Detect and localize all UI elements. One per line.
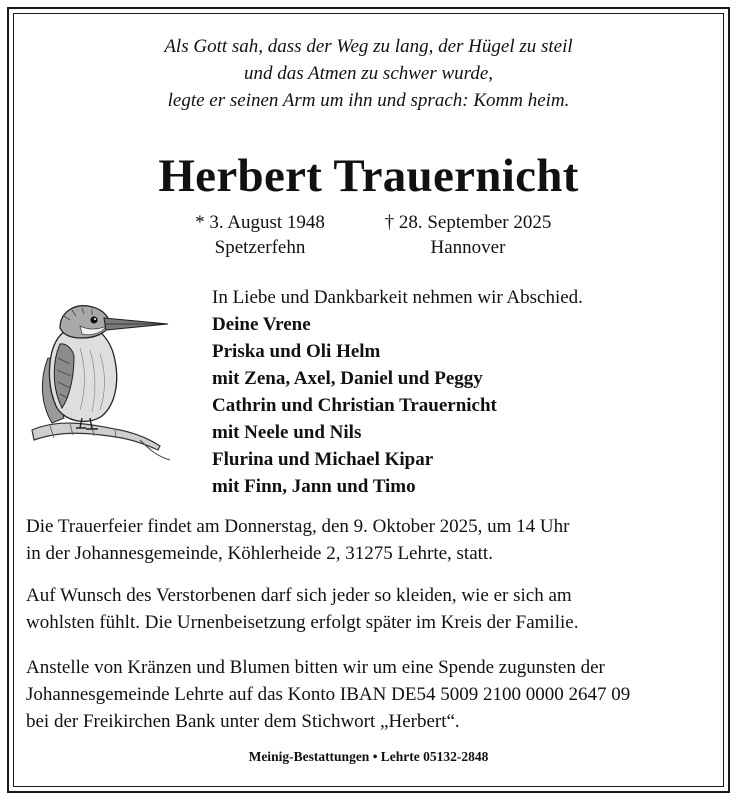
- text-line: in der Johannesgemeinde, Köhlerheide 2, 31275 Lehrte, statt.: [26, 543, 493, 564]
- family-name: Cathrin und Christian Trauernicht: [212, 395, 497, 416]
- funeral-home-footer: Meinig-Bestattungen • Lehrte 05132-2848: [248, 749, 489, 764]
- poem-line: und das Atmen zu schwer wurde,: [243, 63, 494, 84]
- death-date: † 28. September 2025: [384, 212, 552, 233]
- family-name: Flurina und Michael Kipar: [212, 449, 434, 470]
- family-section: [212, 284, 583, 500]
- funeral-details: [26, 513, 717, 567]
- text-line: Johannesgemeinde Lehrte auf das Konto IBAN DE54 5009 2100 0000 2647 09: [26, 684, 631, 705]
- text-line: bei der Freikirchen Bank unter dem Stichwort „Herbert“.: [26, 711, 460, 732]
- poem: [0, 33, 737, 114]
- family-name: mit Zena, Axel, Daniel und Peggy: [212, 368, 483, 389]
- family-name: Priska und Oli Helm: [212, 341, 381, 362]
- poem-line: Als Gott sah, dass der Weg zu lang, der Hügel zu steil: [164, 36, 573, 57]
- text-line: wohlsten fühlt. Die Urnenbeisetzung erfolgt später im Kreis der Familie.: [26, 612, 579, 633]
- family-intro: In Liebe und Dankbarkeit nehmen wir Abschied.: [212, 287, 583, 308]
- text-line: Anstelle von Kränzen und Blumen bitten wir um eine Spende zugunsten der: [26, 657, 605, 678]
- family-name: mit Finn, Jann und Timo: [212, 476, 416, 497]
- family-name: mit Neele und Nils: [212, 422, 362, 443]
- dress-code-note: [26, 582, 717, 636]
- deceased-name: Herbert Trauernicht: [158, 150, 579, 202]
- donation-note: [26, 654, 717, 735]
- birth-info: [160, 210, 360, 260]
- poem-line: legte er seinen Arm um ihn und sprach: Komm heim.: [167, 90, 570, 111]
- birth-date: * 3. August 1948: [195, 212, 325, 233]
- death-info: [360, 210, 576, 260]
- family-name: Deine Vrene: [212, 314, 311, 335]
- text-line: Auf Wunsch des Verstorbenen darf sich jeder so kleiden, wie er sich am: [26, 585, 572, 606]
- text-line: Die Trauerfeier findet am Donnerstag, den 9. Oktober 2025, um 14 Uhr: [26, 516, 570, 537]
- death-place: Hannover: [430, 237, 506, 258]
- birth-place: Spetzerfehn: [214, 237, 306, 258]
- kingfisher-bird-icon: [30, 298, 175, 468]
